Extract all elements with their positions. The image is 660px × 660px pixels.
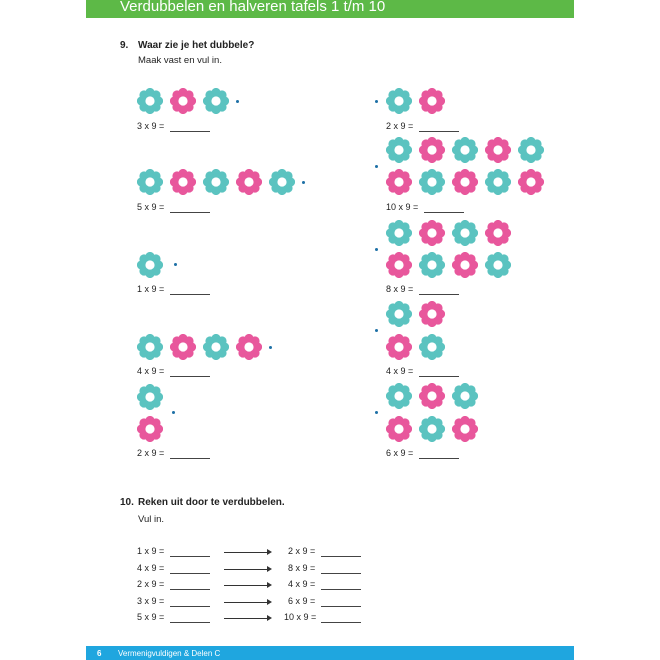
- answer-line[interactable]: [321, 556, 361, 557]
- flower-icon: [236, 169, 262, 195]
- flower-icon: [452, 416, 478, 442]
- flower-icon: [452, 137, 478, 163]
- arrow-icon: [224, 585, 268, 586]
- flower-icon: [137, 88, 163, 114]
- answer-line[interactable]: [170, 589, 210, 590]
- answer-line[interactable]: [424, 212, 464, 213]
- flower-icon: [203, 169, 229, 195]
- flower-icon: [137, 334, 163, 360]
- dot-marker: [172, 411, 175, 414]
- flower-icon: [170, 334, 196, 360]
- flower-icon: [386, 383, 412, 409]
- dot-marker: [375, 248, 378, 251]
- answer-line[interactable]: [419, 376, 459, 377]
- flower-icon: [485, 220, 511, 246]
- dot-marker: [174, 263, 177, 266]
- equation-2x9: 2 x 9 =: [137, 448, 165, 458]
- q10-right-5: 10 x 9 =: [284, 612, 317, 622]
- equation-1x9: 1 x 9 =: [137, 284, 165, 294]
- flower-icon: [170, 88, 196, 114]
- question-title-10: Reken uit door te verdubbelen.: [138, 497, 285, 508]
- flower-icon: [419, 137, 445, 163]
- q10-left-2: 4 x 9 =: [137, 563, 165, 573]
- arrow-icon: [224, 569, 268, 570]
- flower-icon: [452, 252, 478, 278]
- flower-icon: [203, 334, 229, 360]
- answer-line[interactable]: [170, 622, 210, 623]
- flower-icon: [386, 416, 412, 442]
- flower-icon: [419, 416, 445, 442]
- answer-line[interactable]: [170, 212, 210, 213]
- answer-line[interactable]: [321, 573, 361, 574]
- flower-icon: [452, 169, 478, 195]
- flower-icon: [386, 301, 412, 327]
- flower-icon: [419, 169, 445, 195]
- flower-icon: [137, 252, 163, 278]
- flower-icon: [419, 252, 445, 278]
- flower-icon: [485, 252, 511, 278]
- flower-icon: [518, 137, 544, 163]
- answer-line[interactable]: [170, 556, 210, 557]
- answer-line[interactable]: [170, 573, 210, 574]
- answer-line[interactable]: [170, 376, 210, 377]
- page-number: 6: [97, 649, 102, 658]
- flower-icon: [203, 88, 229, 114]
- question-number-9: 9.: [120, 40, 129, 51]
- q10-left-5: 5 x 9 =: [137, 612, 165, 622]
- flower-icon: [137, 169, 163, 195]
- flower-icon: [518, 169, 544, 195]
- question-instruction-10: Vul in.: [138, 514, 165, 525]
- flower-icon: [419, 88, 445, 114]
- answer-line[interactable]: [419, 294, 459, 295]
- equation-8x9: 8 x 9 =: [386, 284, 414, 294]
- flower-icon: [485, 169, 511, 195]
- flower-icon: [386, 334, 412, 360]
- flower-icon: [236, 334, 262, 360]
- q10-left-3: 2 x 9 =: [137, 579, 165, 589]
- equation-6x9: 6 x 9 =: [386, 448, 414, 458]
- q10-left-1: 1 x 9 =: [137, 546, 165, 556]
- flower-icon: [452, 220, 478, 246]
- answer-line[interactable]: [170, 606, 210, 607]
- answer-line[interactable]: [321, 606, 361, 607]
- q10-right-4: 6 x 9 =: [288, 596, 316, 606]
- q10-right-3: 4 x 9 =: [288, 579, 316, 589]
- equation-4x9-right: 4 x 9 =: [386, 366, 414, 376]
- equation-4x9: 4 x 9 =: [137, 366, 165, 376]
- dot-marker: [269, 346, 272, 349]
- flower-icon: [419, 334, 445, 360]
- answer-line[interactable]: [419, 131, 459, 132]
- q10-left-4: 3 x 9 =: [137, 596, 165, 606]
- answer-line[interactable]: [321, 589, 361, 590]
- q10-right-2: 8 x 9 =: [288, 563, 316, 573]
- footer-text: Vermenigvuldigen & Delen C: [118, 649, 221, 658]
- flower-icon: [386, 137, 412, 163]
- dot-marker: [375, 100, 378, 103]
- arrow-icon: [224, 618, 268, 619]
- equation-5x9: 5 x 9 =: [137, 202, 165, 212]
- equation-10x9: 10 x 9 =: [386, 202, 419, 212]
- page-title: Verdubbelen en halveren tafels 1 t/m 10: [120, 0, 386, 15]
- flower-icon: [419, 383, 445, 409]
- answer-line[interactable]: [170, 131, 210, 132]
- flower-icon: [137, 416, 163, 442]
- answer-line[interactable]: [321, 622, 361, 623]
- flower-icon: [269, 169, 295, 195]
- dot-marker: [375, 329, 378, 332]
- flower-icon: [386, 220, 412, 246]
- equation-2x9-right: 2 x 9 =: [386, 121, 414, 131]
- arrow-icon: [224, 552, 268, 553]
- flower-icon: [386, 88, 412, 114]
- flower-icon: [419, 220, 445, 246]
- flower-icon: [170, 169, 196, 195]
- answer-line[interactable]: [419, 458, 459, 459]
- flower-icon: [137, 384, 163, 410]
- arrow-icon: [224, 602, 268, 603]
- question-title-9: Waar zie je het dubbele?: [138, 40, 255, 51]
- flower-icon: [419, 301, 445, 327]
- answer-line[interactable]: [170, 294, 210, 295]
- question-number-10: 10.: [120, 497, 134, 508]
- q10-right-1: 2 x 9 =: [288, 546, 316, 556]
- flower-icon: [386, 169, 412, 195]
- equation-3x9: 3 x 9 =: [137, 121, 165, 131]
- flower-icon: [386, 252, 412, 278]
- dot-marker: [375, 165, 378, 168]
- question-instruction-9: Maak vast en vul in.: [138, 55, 222, 66]
- flower-icon: [452, 383, 478, 409]
- flower-icon: [485, 137, 511, 163]
- answer-line[interactable]: [170, 458, 210, 459]
- dot-marker: [375, 411, 378, 414]
- dot-marker: [302, 181, 305, 184]
- dot-marker: [236, 100, 239, 103]
